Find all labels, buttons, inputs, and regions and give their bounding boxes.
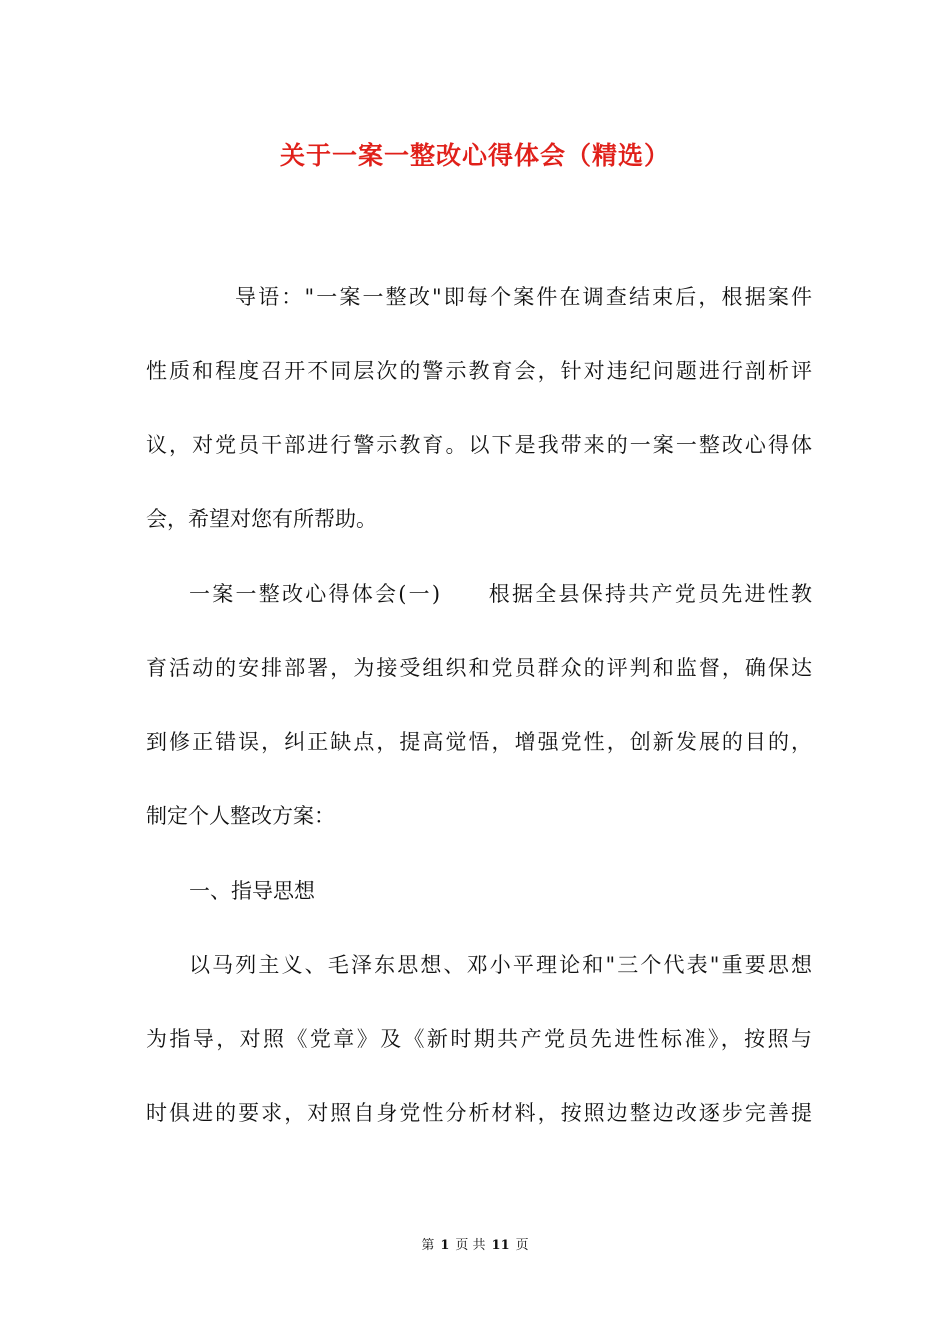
document-title: 关于一案一整改心得体会（精选）	[279, 141, 670, 170]
text-line-10: 以马列主义、毛泽东思想、邓小平理论和"三个代表"重要思想	[189, 953, 812, 977]
text-line-2: 性质和程度召开不同层次的警示教育会，针对违纪问题进行剖析评	[146, 359, 812, 383]
footer-page-number: 1	[440, 1238, 450, 1253]
text-line-7: 到修正错误，纠正缺点，提高觉悟，增强党性，创新发展的目的，	[146, 730, 812, 754]
section-heading-guiding-ideology: 一、指导思想	[189, 879, 315, 903]
text-line-1: 导语："一案一整改"即每个案件在调查结束后，根据案件	[235, 285, 812, 309]
text-line-12: 时俱进的要求，对照自身党性分析材料，按照边整边改逐步完善提	[146, 1101, 812, 1125]
text-line-4: 会，希望对您有所帮助。	[146, 507, 377, 531]
text-line-5: 一案一整改心得体会(一) 根据全县保持共产党员先进性教	[189, 582, 812, 606]
text-line-11: 为指导，对照《党章》及《新时期共产党员先进性标准》，按照与	[146, 1027, 812, 1051]
footer-prefix: 第	[421, 1238, 435, 1253]
text-line-8: 制定个人整改方案：	[146, 804, 335, 828]
text-line-6: 育活动的安排部署，为接受组织和党员群众的评判和监督，确保达	[146, 656, 812, 680]
text-line-3: 议，对党员干部进行警示教育。以下是我带来的一案一整改心得体	[146, 433, 812, 457]
footer-suffix: 页	[515, 1238, 529, 1253]
footer-middle: 页 共	[455, 1238, 486, 1253]
footer-total-pages: 11	[491, 1238, 510, 1253]
page-footer	[0, 1236, 950, 1256]
